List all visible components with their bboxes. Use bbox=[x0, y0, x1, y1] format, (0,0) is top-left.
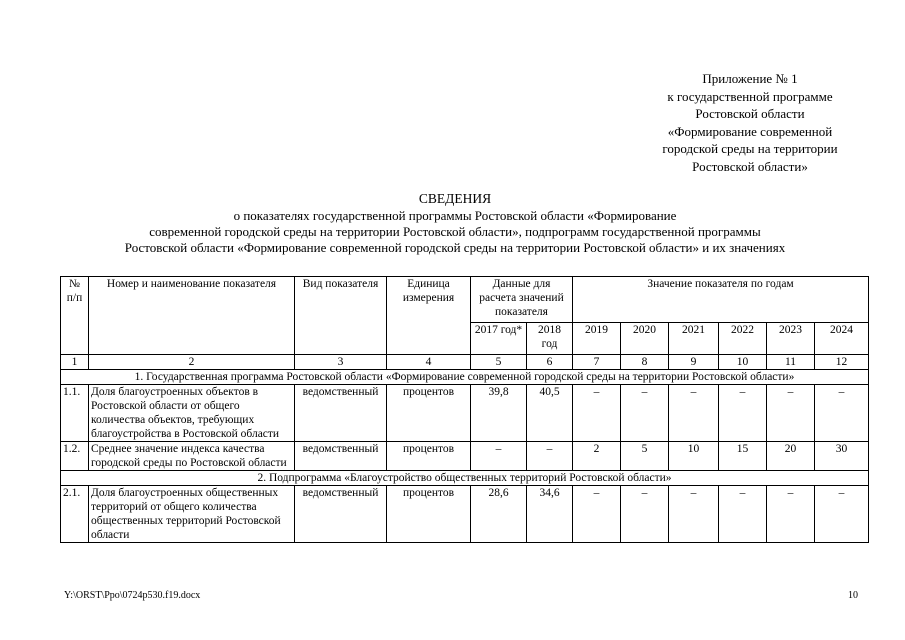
header-values: Значение показателя по годам bbox=[573, 277, 869, 323]
row-value: 5 bbox=[621, 442, 669, 471]
table-row bbox=[61, 385, 869, 442]
header-base: Данные для расчета значений показателя bbox=[471, 277, 573, 323]
row-value: 15 bbox=[719, 442, 767, 471]
col-number: 8 bbox=[621, 355, 669, 370]
row-value: 28,6 bbox=[471, 486, 527, 543]
row-unit: процентов bbox=[387, 385, 471, 442]
footer-page-number: 10 bbox=[848, 590, 858, 601]
row-name: Среднее значение индекса качества городской среды по Ростовской области bbox=[89, 442, 295, 471]
footer-file-path: Y:\ORST\Ppo\0724p530.f19.docx bbox=[64, 590, 201, 601]
row-value: – bbox=[767, 385, 815, 442]
row-num: 2.1. bbox=[61, 486, 89, 543]
document-title: СВЕДЕНИЯ bbox=[418, 191, 492, 206]
row-name: Доля благоустроенных объектов в Ростовской области от общего количества объектов, требующих благоустройства в Ростовской области bbox=[89, 385, 295, 442]
row-num: 1.2. bbox=[61, 442, 89, 471]
row-value: – bbox=[719, 385, 767, 442]
row-value: – bbox=[815, 385, 869, 442]
table-row bbox=[61, 486, 869, 543]
row-value: – bbox=[669, 486, 719, 543]
row-value: 20 bbox=[767, 442, 815, 471]
row-type: ведомственный bbox=[295, 486, 387, 543]
heading-line: о показателях государственной программы Ростовской области «Формирование bbox=[233, 208, 677, 223]
header-year: 2024 bbox=[815, 323, 869, 355]
header-year: 2020 bbox=[621, 323, 669, 355]
appendix-line: «Формирование современной bbox=[667, 123, 833, 139]
row-value: – bbox=[621, 486, 669, 543]
row-value: – bbox=[471, 442, 527, 471]
document-heading bbox=[40, 191, 870, 256]
col-number: 2 bbox=[89, 355, 295, 370]
heading-line: современной городской среды на территории Ростовской области», подпрограмм государственной программы bbox=[149, 224, 761, 239]
row-value: – bbox=[573, 385, 621, 442]
row-value: 2 bbox=[573, 442, 621, 471]
appendix-line: Ростовской области bbox=[695, 106, 805, 121]
row-value: 40,5 bbox=[527, 385, 573, 442]
row-value: – bbox=[719, 486, 767, 543]
header-year: 2019 bbox=[573, 323, 621, 355]
header-year: 2018 год bbox=[527, 323, 573, 355]
row-value: – bbox=[573, 486, 621, 543]
appendix-line: городской среды на территории bbox=[662, 141, 838, 156]
row-value: 10 bbox=[669, 442, 719, 471]
header-name: Номер и наименование показателя bbox=[89, 277, 295, 355]
row-name: Доля благоустроенных общественных территорий от общего количества общественных территорий Ростовской области bbox=[89, 486, 295, 543]
header-unit: Единица измерения bbox=[387, 277, 471, 355]
row-value: 34,6 bbox=[527, 486, 573, 543]
row-type: ведомственный bbox=[295, 442, 387, 471]
header-year: 2022 bbox=[719, 323, 767, 355]
header-num: № п/п bbox=[61, 277, 89, 355]
appendix-line: Приложение № 1 bbox=[702, 71, 798, 86]
appendix-block bbox=[600, 70, 900, 175]
header-year: 2021 bbox=[669, 323, 719, 355]
row-value: 39,8 bbox=[471, 385, 527, 442]
header-type: Вид показателя bbox=[295, 277, 387, 355]
row-type: ведомственный bbox=[295, 385, 387, 442]
col-number: 3 bbox=[295, 355, 387, 370]
row-num: 1.1. bbox=[61, 385, 89, 442]
row-value: – bbox=[527, 442, 573, 471]
section-title: 1. Государственная программа Ростовской области «Формирование современной городской среды на территории Ростовской области» bbox=[61, 370, 869, 385]
row-value: – bbox=[815, 486, 869, 543]
header-year: 2023 bbox=[767, 323, 815, 355]
row-value: – bbox=[621, 385, 669, 442]
col-number: 5 bbox=[471, 355, 527, 370]
row-value: – bbox=[669, 385, 719, 442]
col-number: 10 bbox=[719, 355, 767, 370]
col-number: 7 bbox=[573, 355, 621, 370]
appendix-line: к государственной программе bbox=[667, 88, 833, 104]
col-number: 1 bbox=[61, 355, 89, 370]
col-number: 9 bbox=[669, 355, 719, 370]
section-title: 2. Подпрограмма «Благоустройство общественных территорий Ростовской области» bbox=[61, 471, 869, 486]
col-number: 4 bbox=[387, 355, 471, 370]
row-value: 30 bbox=[815, 442, 869, 471]
appendix-line: Ростовской области» bbox=[692, 158, 808, 174]
header-year: 2017 год* bbox=[471, 323, 527, 355]
row-unit: процентов bbox=[387, 442, 471, 471]
row-unit: процентов bbox=[387, 486, 471, 543]
table-row bbox=[61, 442, 869, 471]
indicators-table bbox=[60, 276, 869, 543]
col-number: 12 bbox=[815, 355, 869, 370]
col-number: 6 bbox=[527, 355, 573, 370]
heading-line: Ростовской области «Формирование современной городской среды на территории Ростовской области» и их значениях bbox=[124, 240, 786, 255]
row-value: – bbox=[767, 486, 815, 543]
col-number: 11 bbox=[767, 355, 815, 370]
